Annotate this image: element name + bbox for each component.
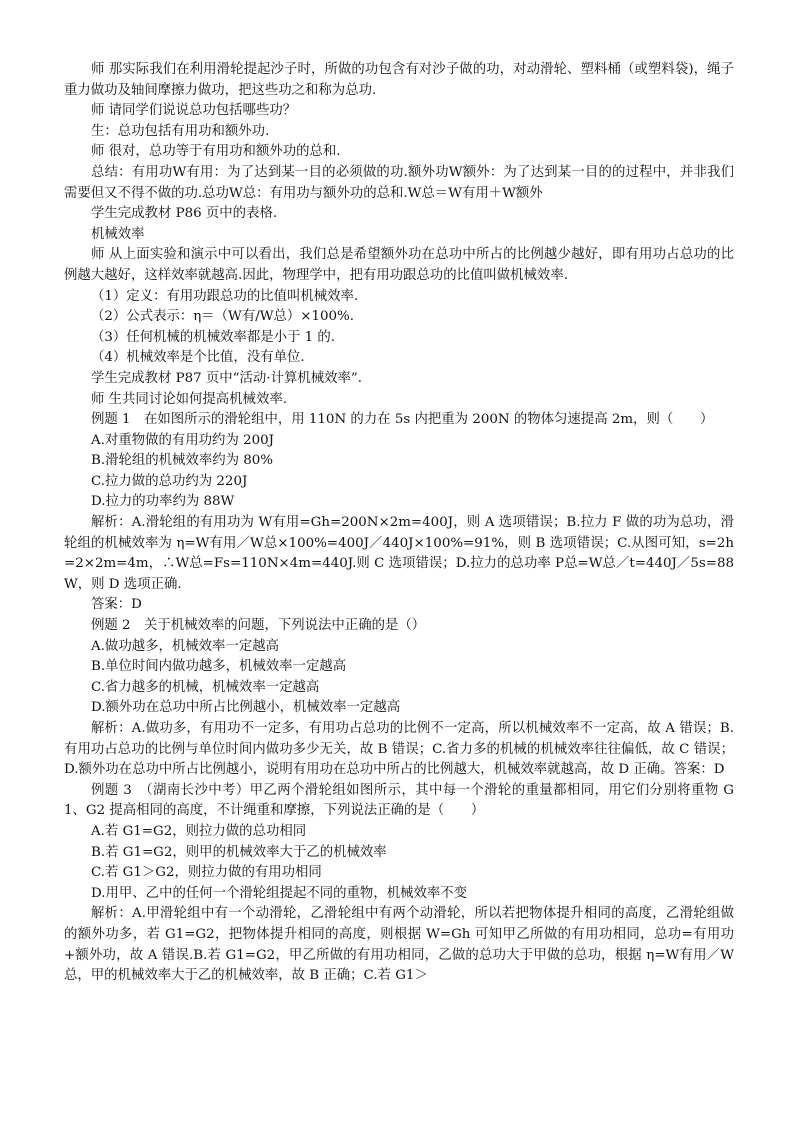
paragraph-student-answer: 生：总功包括有用功和额外功. — [91, 123, 270, 139]
example-3-option-d: D.用甲、乙中的任何一个滑轮组提起不同的重物，机械效率不变 — [91, 885, 468, 901]
paragraph-summary: 总结：有用功W有用：为了达到某一目的必须做的功.额外功W额外：为了达到某一目的的过程中，并非我们需要但又不得不做的功.总功W总：有用功与额外功的总和.W总＝W有用＋W额外 — [64, 164, 734, 201]
paragraph-teacher-question: 师 请同学们说说总功包括哪些功？ — [91, 103, 297, 119]
example-1-option-b: B.滑轮组的机械效率约为 80% — [91, 453, 274, 469]
unit-item: （4）机械效率是个比值，没有单位. — [91, 350, 305, 366]
example-2-analysis: 解析：A.做功多，有用功不一定多，有用功占总功的比例不一定高，所以机械效率不一定高，故 A 错误；B.有用功占总功的比例与单位时间内做功多少无关，故 B 错误；C.省力多的机械的机械效率往往偏低，故 C 错误；D.额外功在总功中所占比例越小，说明有用功在总功中所占的比例越大，机械效率就越高，故 D 正确。答案：D — [64, 721, 734, 778]
example-3-option-b: B.若 G1=G2，则甲的机械效率大于乙的机械效率 — [91, 844, 387, 860]
paragraph-textbook-table: 学生完成教材 P86 页中的表格. — [91, 206, 278, 222]
example-3-option-a: A.若 G1=G2，则拉力做的总功相同 — [91, 823, 307, 839]
section-heading-efficiency: 机械效率 — [91, 226, 145, 242]
example-3-analysis: 解析：A.甲滑轮组中有一个动滑轮，乙滑轮组中有两个动滑轮，所以若把物体提升相同的高度，乙滑轮组做的额外功多，若 G1=G2，把物体提升相同的高度，则根据 W=Gh 可知甲乙所做的有用功相同，总功=有用功+额外功，故 A 错误.B.若 G1=G2，甲乙所做的有用功相同，乙做的总功大于甲做的总功，根据 η=W有用／W总，甲的机械效率大于乙的机械效率，故 B 正确；C.若 G1＞ — [64, 906, 734, 984]
example-1-question: 例题 1 在如图所示的滑轮组中，用 110N 的力在 5s 内把重为 200N 的物体匀速提高 2m，则（ ） — [91, 412, 714, 428]
example-2-option-b: B.单位时间内做功越多，机械效率一定越高 — [91, 659, 347, 675]
paragraph-efficiency-intro: 师 从上面实验和演示中可以看出，我们总是希望额外功在总功中所占的比例越少越好，即有用功占总功的比例越大越好，这样效率就越高.因此，物理学中，把有用功跟总功的比值叫做机械效率. — [64, 247, 734, 283]
example-1-option-a: A.对重物做的有用功约为 200J — [91, 432, 275, 448]
property-item: （3）任何机械的机械效率都是小于 1 的. — [91, 329, 336, 345]
example-1-option-d: D.拉力的功率约为 88W — [91, 494, 235, 510]
paragraph-teacher-confirm: 师 很对，总功等于有用功和额外功的总和. — [91, 144, 341, 160]
example-3-question: 例题 3 （湖南长沙中考）甲乙两个滑轮组如图所示，其中每一个滑轮的重量都相同，用它们分别将重物 G1、G2 提高相同的高度，不计绳重和摩擦，下列说法正确的是（ ） — [64, 782, 734, 819]
example-1-option-c: C.拉力做的总功约为 220J — [91, 473, 248, 489]
definition-item: （1）定义：有用功跟总功的比值叫机械效率. — [91, 288, 359, 304]
document-page — [64, 60, 734, 987]
example-1-answer: 答案：D — [91, 597, 142, 613]
paragraph-activity: 学生完成教材 P87 页中“活动·计算机械效率”. — [91, 370, 363, 386]
example-1-analysis: 解析：A.滑轮组的有用功为 W有用=Gh=200N×2m=400J，则 A 选项错误；B.拉力 F 做的功为总功，滑轮组的机械效率为 η=W有用／W总×100%=400J／440J×100%=91%，则 B 选项错误；C.从图可知，s=2h=2×2m=4m，∴W总=Fs=110N×4m=440J.则 C 选项错误；D.拉力的总功率 P总=W总／t=440J／5s=88W，则 D 选项正确. — [64, 515, 734, 592]
paragraph-discussion: 师 生共同讨论如何提高机械效率. — [91, 391, 287, 407]
formula-item: （2）公式表示：η＝（W有/W总）×100%. — [91, 309, 355, 325]
example-2-option-d: D.额外功在总功中所占比例越小，机械效率一定越高 — [91, 700, 401, 716]
paragraph-total-work-intro: 师 那实际我们在利用滑轮提起沙子时，所做的功包含有对沙子做的功，对动滑轮、塑料桶（或塑料袋)，绳子重力做功及轴间摩擦力做功，把这些功之和称为总功. — [64, 62, 734, 98]
example-3-option-c: C.若 G1＞G2，则拉力做的有用功相同 — [91, 865, 322, 881]
example-2-option-c: C.省力越多的机械，机械效率一定越高 — [91, 679, 320, 695]
example-2-question: 例题 2 关于机械效率的问题，下列说法中正确的是（） — [91, 618, 426, 634]
example-2-option-a: A.做功越多，机械效率一定越高 — [91, 638, 280, 654]
